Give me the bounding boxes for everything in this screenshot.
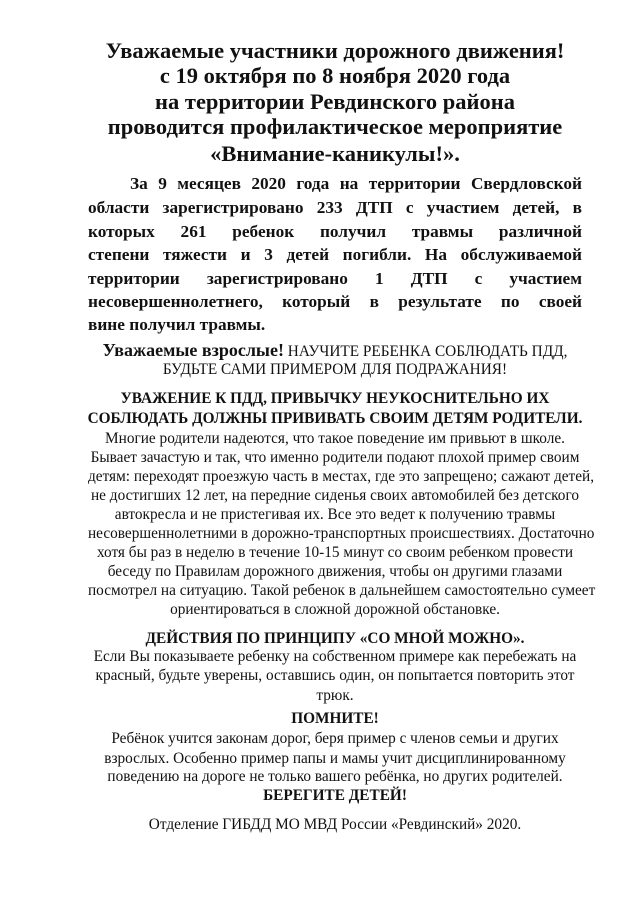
title-line: проводится профилактическое мероприятие xyxy=(107,114,563,139)
body-line: красный, будьте уверены, оставшись один, он попытается повторить этот xyxy=(95,667,575,684)
body-line: хотя бы раз в неделю в течение 10-15 минут со своим ребенком провести xyxy=(96,544,574,561)
body-line: не достигших 12 лет, на передние сиденья своих автомобилей без детского xyxy=(91,487,579,504)
section-heading: СОБЛЮДАТЬ ДОЛЖНЫ ПРИВИВАТЬ СВОИМ ДЕТЯМ РОДИТЕЛИ. xyxy=(87,410,583,427)
adults-line: НАУЧИТЕ РЕБЕНКА СОБЛЮДАТЬ ПДД, xyxy=(287,343,568,360)
body-line: поведению на дороге не только вашего ребёнка, но других родителей. xyxy=(107,768,563,785)
adults-greeting: Уважаемые взрослые! xyxy=(102,340,284,360)
body-line: автокресла и не пристегивая их. Все это ведет к получению травмы xyxy=(114,506,556,523)
closing-call: БЕРЕГИТЕ ДЕТЕЙ! xyxy=(263,787,407,804)
body-line: беседу по Правилам дорожного движения, чтобы он другими глазами xyxy=(107,563,563,580)
title-line: с 19 октября по 8 ноября 2020 года xyxy=(159,63,511,88)
title-line: на территории Ревдинского района xyxy=(155,89,515,114)
body-line: Многие родители надеются, что такое поведение им привьют в школе. xyxy=(105,430,565,447)
body-line: ориентироваться в сложной дорожной обстановке. xyxy=(170,601,500,618)
body-line: Ребёнок учится законам дорог, беря пример с членов семьи и других xyxy=(111,730,559,747)
section-heading: УВАЖЕНИЕ К ПДД, ПРИВЫЧКУ НЕУКОСНИТЕЛЬНО ИХ xyxy=(120,390,550,407)
stats-line: которых 261 ребенок получил травмы различной xyxy=(88,222,582,241)
body-line: детям: переходят проезжую часть в местах, где это запрещено; сажают детей, xyxy=(88,468,595,485)
adults-line: БУДЬТЕ САМИ ПРИМЕРОМ ДЛЯ ПОДРАЖАНИЯ! xyxy=(162,361,508,378)
body-line: несовершеннолетними в дорожно-транспортных происшествиях. Достаточно xyxy=(88,525,595,542)
stats-line: За 9 месяцев 2020 года на территории Свердловской xyxy=(130,174,582,193)
stats-line: несовершеннолетнего, который в результате по своей xyxy=(88,292,582,311)
body-line: Бывает зачастую и так, что именно родители подают плохой пример своим xyxy=(90,449,580,466)
stats-line: области зарегистрировано 233 ДТП с участием детей, в xyxy=(88,198,582,217)
signature: Отделение ГИБДД МО МВД России «Ревдинский» 2020. xyxy=(148,816,522,833)
stats-line: территории зарегистрировано 1 ДТП с участием xyxy=(88,269,582,288)
section-heading: ПОМНИТЕ! xyxy=(291,710,379,727)
body-line: трюк. xyxy=(316,687,354,704)
section-heading: ДЕЙСТВИЯ ПО ПРИНЦИПУ «СО МНОЙ МОЖНО». xyxy=(145,630,525,647)
body-line: Если Вы показываете ребенку на собственном примере как перебежать на xyxy=(93,648,577,665)
stats-line: вине получил травмы. xyxy=(88,315,266,334)
body-line: взрослых. Особенно пример папы и мамы учит дисциплинированному xyxy=(104,750,566,767)
title-line: Уважаемые участники дорожного движения! xyxy=(105,38,565,63)
title-line: «Внимание-каникулы!». xyxy=(210,141,460,166)
stats-line: степени тяжести и 3 детей погибли. На обслуживаемой xyxy=(88,245,582,264)
body-line: посмотрел на ситуацию. Такой ребенок в дальнейшем самостоятельно сумеет xyxy=(88,582,596,599)
